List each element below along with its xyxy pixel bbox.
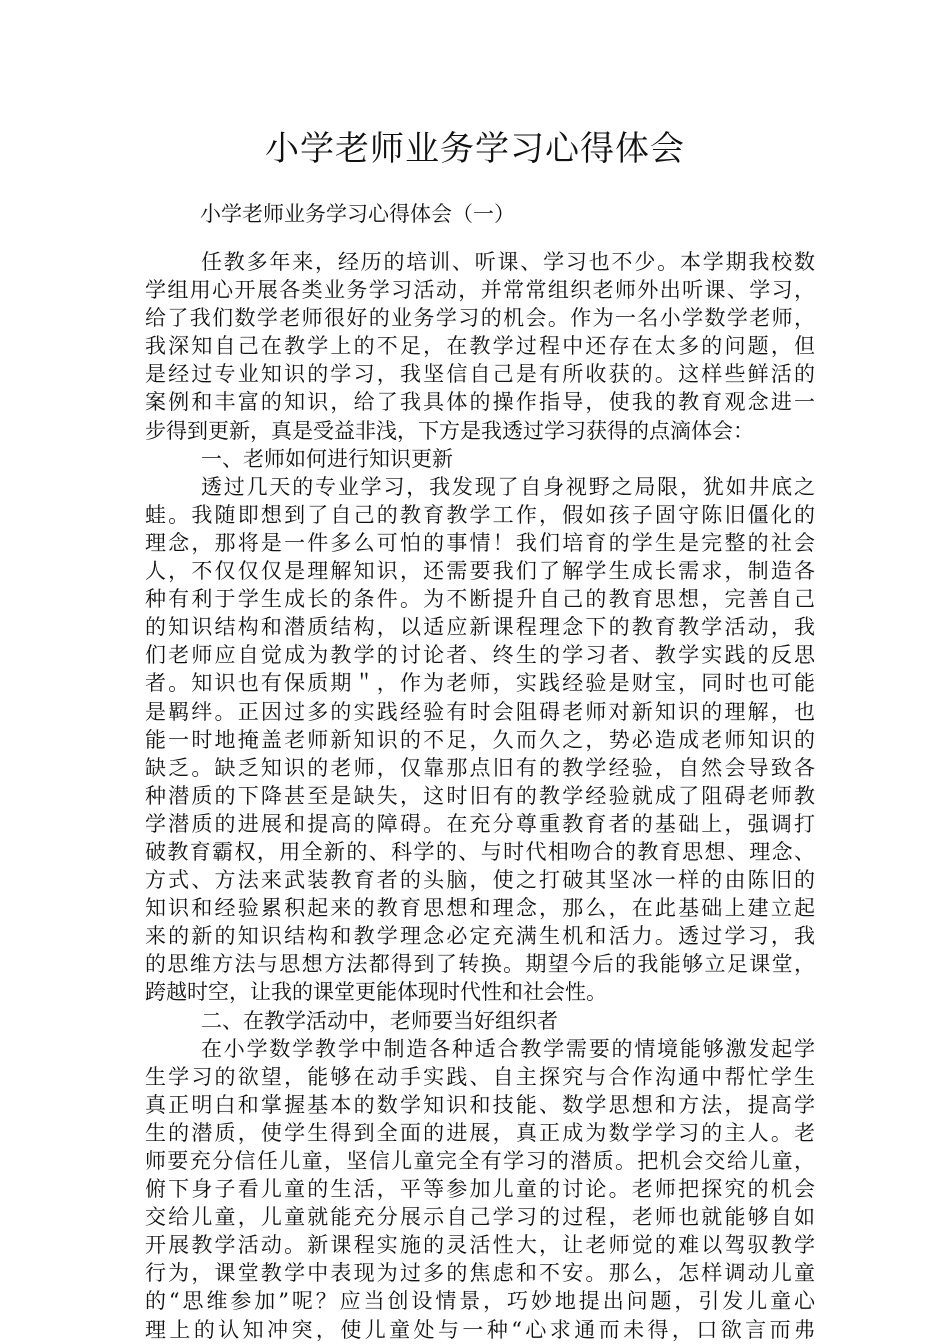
text-line: 案例和丰富的知识，给了我具体的操作指导，使我的教育观念进一 xyxy=(145,390,815,415)
text-line: 知识和经验累积起来的教育思想和理念，那么，在此基础上建立起 xyxy=(145,896,815,921)
text-line: 破教育霸权，用全新的、科学的、与时代相吻合的教育思想、理念、 xyxy=(145,839,815,864)
text-line: 理上的认知冲突，使儿童处与一种“心求通而未得，口欲言而弗 xyxy=(145,1317,815,1342)
text-line: 真正明白和掌握基本的数学知识和技能、数学思想和方法，提高学 xyxy=(145,1092,815,1117)
text-line: 是经过专业知识的学习，我坚信自己是有所收获的。这样些鲜活的 xyxy=(145,362,815,387)
text-line: 透过几天的专业学习，我发现了自身视野之局限，犹如井底之 xyxy=(201,474,815,499)
text-line: 一、老师如何进行知识更新 xyxy=(201,446,453,471)
text-line: 步得到更新，真是受益非浅，下方是我透过学习获得的点滴体会： xyxy=(145,418,754,443)
text-line: 的“思维参加”呢？应当创设情景，巧妙地提出问题，引发儿童心 xyxy=(145,1289,815,1314)
document-body xyxy=(145,248,815,1344)
text-line: 任教多年来，经历的培训、听课、学习也不少。本学期我校数 xyxy=(201,250,815,274)
text-line: 给了我们数学老师很好的业务学习的机会。作为一名小学数学老师， xyxy=(145,306,815,331)
text-line: 的知识结构和潜质结构，以适应新课程理念下的教育教学活动，我 xyxy=(145,615,815,640)
text-line: 方式、方法来武装教育者的头脑，使之打破其坚冰一样的由陈旧的 xyxy=(145,868,815,893)
text-line: 种潜质的下降甚至是缺失，这时旧有的教学经验就成了阻碍老师教 xyxy=(145,783,815,808)
text-line: 的思维方法与思想方法都得到了转换。期望今后的我能够立足课堂， xyxy=(145,952,815,977)
text-line: 二、在教学活动中，老师要当好组织者 xyxy=(201,1008,558,1033)
text-line: 我深知自己在教学上的不足，在教学过程中还存在太多的问题，但 xyxy=(145,334,815,359)
text-line: 跨越时空，让我的课堂更能体现时代性和社会性。 xyxy=(145,980,607,1005)
text-line: 能一时地掩盖老师新知识的不足，久而久之，势必造成老师知识的 xyxy=(145,727,815,752)
text-line: 师要充分信任儿童，坚信儿童完全有学习的潜质。把机会交给儿童， xyxy=(145,1149,815,1173)
document-title: 小学老师业务学习心得体会 xyxy=(265,129,685,169)
text-line: 俯下身子看儿童的生活，平等参加儿童的讨论。老师把探究的机会 xyxy=(145,1177,815,1202)
text-line: 生的潜质，使学生得到全面的进展，真正成为数学学习的主人。老 xyxy=(145,1120,815,1145)
text-line: 开展教学活动。新课程实施的灵活性大，让老师觉的难以驾驭教学 xyxy=(145,1233,815,1258)
text-line: 交给儿童，儿童就能充分展示自己学习的过程，老师也就能够自如 xyxy=(145,1205,815,1230)
text-line: 者。知识也有保质期＂，作为老师，实践经验是财宝，同时也可能 xyxy=(145,671,815,696)
text-line: 学潜质的进展和提高的障碍。在充分尊重教育者的基础上，强调打 xyxy=(145,811,815,836)
text-line: 学组用心开展各类业务学习活动，并常常组织老师外出听课、学习， xyxy=(145,278,815,303)
text-line: 在小学数学教学中制造各种适合教学需要的情境能够激发起学 xyxy=(201,1036,815,1061)
text-line: 是羁绊。正因过多的实践经验有时会阻碍老师对新知识的理解，也 xyxy=(145,699,815,724)
text-line: 种有利于学生成长的条件。为不断提升自己的教育思想，完善自己 xyxy=(145,587,815,612)
document-subtitle: 小学老师业务学习心得体会（一） xyxy=(200,202,515,226)
text-line: 理念，那将是一件多么可怕的事情！我们培育的学生是完整的社会 xyxy=(145,530,815,555)
text-line: 行为，课堂教学中表现为过多的焦虑和不安。那么，怎样调动儿童 xyxy=(145,1261,815,1286)
text-line: 蛙。我随即想到了自己的教育教学工作，假如孩子固守陈旧僵化的 xyxy=(145,502,815,527)
text-line: 们老师应自觉成为教学的讨论者、终生的学习者、教学实践的反思 xyxy=(145,643,815,668)
text-line: 人，不仅仅仅是理解知识，还需要我们了解学生成长需求，制造各 xyxy=(145,559,815,584)
text-line: 缺乏。缺乏知识的老师，仅靠那点旧有的教学经验，自然会导致各 xyxy=(145,755,815,780)
text-line: 生学习的欲望，能够在动手实践、自主探究与合作沟通中帮忙学生 xyxy=(145,1064,815,1089)
text-line: 来的新的知识结构和教学理念必定充满生机和活力。透过学习，我 xyxy=(145,924,815,949)
